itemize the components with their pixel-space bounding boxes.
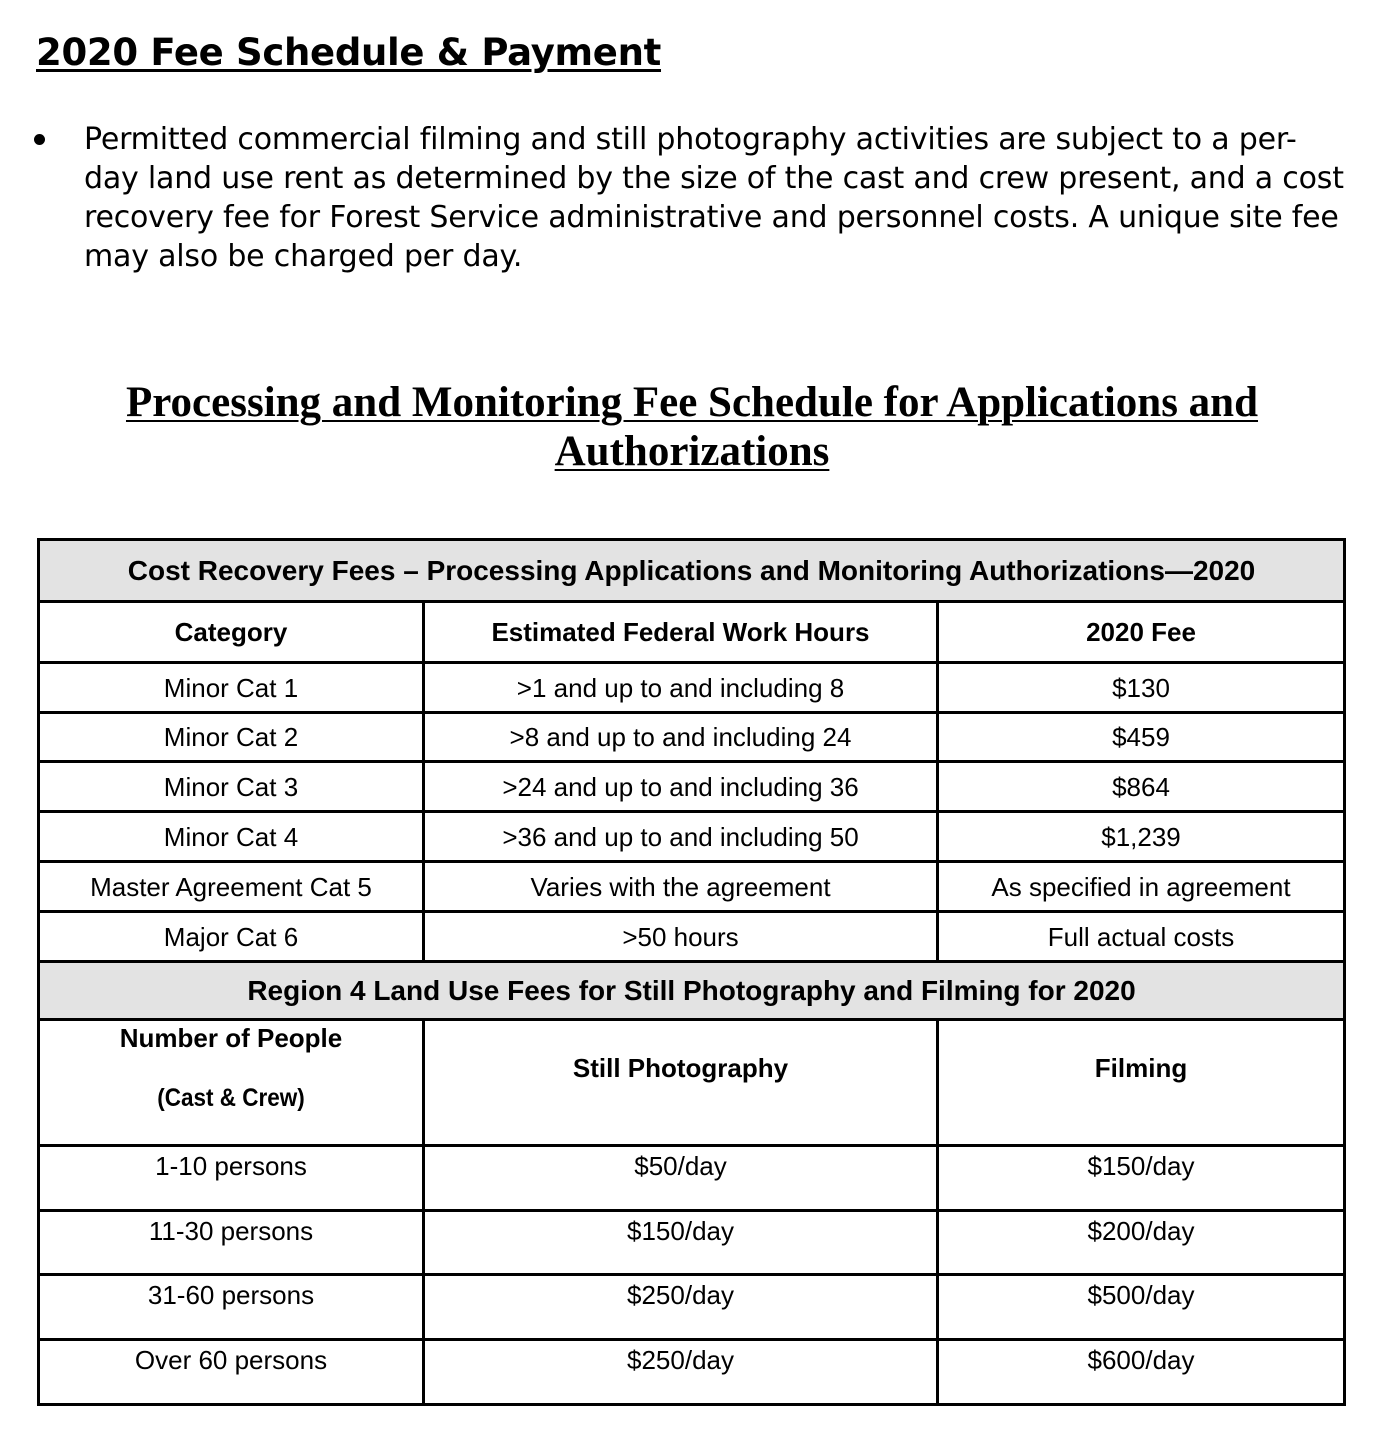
- filming-cell: $500/day: [938, 1275, 1345, 1340]
- people-cell: 11-30 persons: [39, 1211, 424, 1275]
- category-cell: Minor Cat 2: [39, 713, 424, 762]
- fee-cell: $459: [938, 713, 1345, 762]
- land-use-title-row: [39, 962, 1345, 1020]
- table-row: [39, 1211, 1345, 1275]
- fee-table: [37, 538, 1346, 1406]
- bullet-text: Permitted commercial filming and still photography activities are subject to a per-day land use rent as determined by the size of the cast and crew present, and a cost recovery fee for Forest Service administrative and personnel costs. A unique site fee may also be charged per day.: [84, 122, 1344, 274]
- filming-cell: $150/day: [938, 1146, 1345, 1211]
- header-people-sublabel: (Cast & Crew): [157, 1084, 305, 1112]
- table-row: [39, 713, 1345, 762]
- fee-cell: Full actual costs: [938, 912, 1345, 962]
- cost-recovery-title-row: [39, 540, 1345, 602]
- table-row: [39, 663, 1345, 713]
- category-cell: Minor Cat 1: [39, 663, 424, 713]
- still-photography-cell: $150/day: [424, 1211, 938, 1275]
- header-people: [39, 1020, 424, 1146]
- fee-cell: $130: [938, 663, 1345, 713]
- land-use-header-row: [39, 1020, 1345, 1146]
- header-people-label: Number of People: [119, 1023, 343, 1053]
- section-title: [0, 378, 1384, 476]
- cost-recovery-header-row: [39, 602, 1345, 663]
- filming-cell: $600/day: [938, 1340, 1345, 1405]
- bullet-list: [34, 120, 1344, 276]
- bullet-dot-icon: [34, 134, 45, 145]
- cost-recovery-title: Cost Recovery Fees – Processing Applications and Monitoring Authorizations—2020: [39, 540, 1345, 602]
- header-category: Category: [39, 602, 424, 663]
- work-hours-cell: >36 and up to and including 50: [424, 812, 938, 862]
- still-photography-cell: $250/day: [424, 1275, 938, 1340]
- fee-cell: $864: [938, 762, 1345, 812]
- land-use-title: Region 4 Land Use Fees for Still Photography and Filming for 2020: [39, 962, 1345, 1020]
- table-row: [39, 1275, 1345, 1340]
- header-work-hours: Estimated Federal Work Hours: [424, 602, 938, 663]
- bullet-item: [34, 120, 1344, 276]
- filming-cell: $200/day: [938, 1211, 1345, 1275]
- fee-cell: $1,239: [938, 812, 1345, 862]
- category-cell: Major Cat 6: [39, 912, 424, 962]
- work-hours-cell: Varies with the agreement: [424, 862, 938, 912]
- category-cell: Minor Cat 3: [39, 762, 424, 812]
- header-still-photography: Still Photography: [424, 1020, 938, 1146]
- work-hours-cell: >50 hours: [424, 912, 938, 962]
- table-row: [39, 1146, 1345, 1211]
- section-title-line-1: Processing and Monitoring Fee Schedule for Applications and: [125, 379, 1259, 426]
- still-photography-cell: $50/day: [424, 1146, 938, 1211]
- category-cell: Master Agreement Cat 5: [39, 862, 424, 912]
- section-title-line-2: Authorizations: [554, 428, 830, 475]
- people-cell: 1-10 persons: [39, 1146, 424, 1211]
- header-filming: Filming: [938, 1020, 1345, 1146]
- people-cell: 31-60 persons: [39, 1275, 424, 1340]
- category-cell: Minor Cat 4: [39, 812, 424, 862]
- table-row: [39, 1340, 1345, 1405]
- people-cell: Over 60 persons: [39, 1340, 424, 1405]
- table-row: [39, 812, 1345, 862]
- table-row: [39, 912, 1345, 962]
- still-photography-cell: $250/day: [424, 1340, 938, 1405]
- work-hours-cell: >8 and up to and including 24: [424, 713, 938, 762]
- header-fee: 2020 Fee: [938, 602, 1345, 663]
- table-row: [39, 862, 1345, 912]
- work-hours-cell: >24 and up to and including 36: [424, 762, 938, 812]
- work-hours-cell: >1 and up to and including 8: [424, 663, 938, 713]
- table-row: [39, 762, 1345, 812]
- page-heading: 2020 Fee Schedule & Payment: [36, 31, 662, 74]
- fee-cell: As specified in agreement: [938, 862, 1345, 912]
